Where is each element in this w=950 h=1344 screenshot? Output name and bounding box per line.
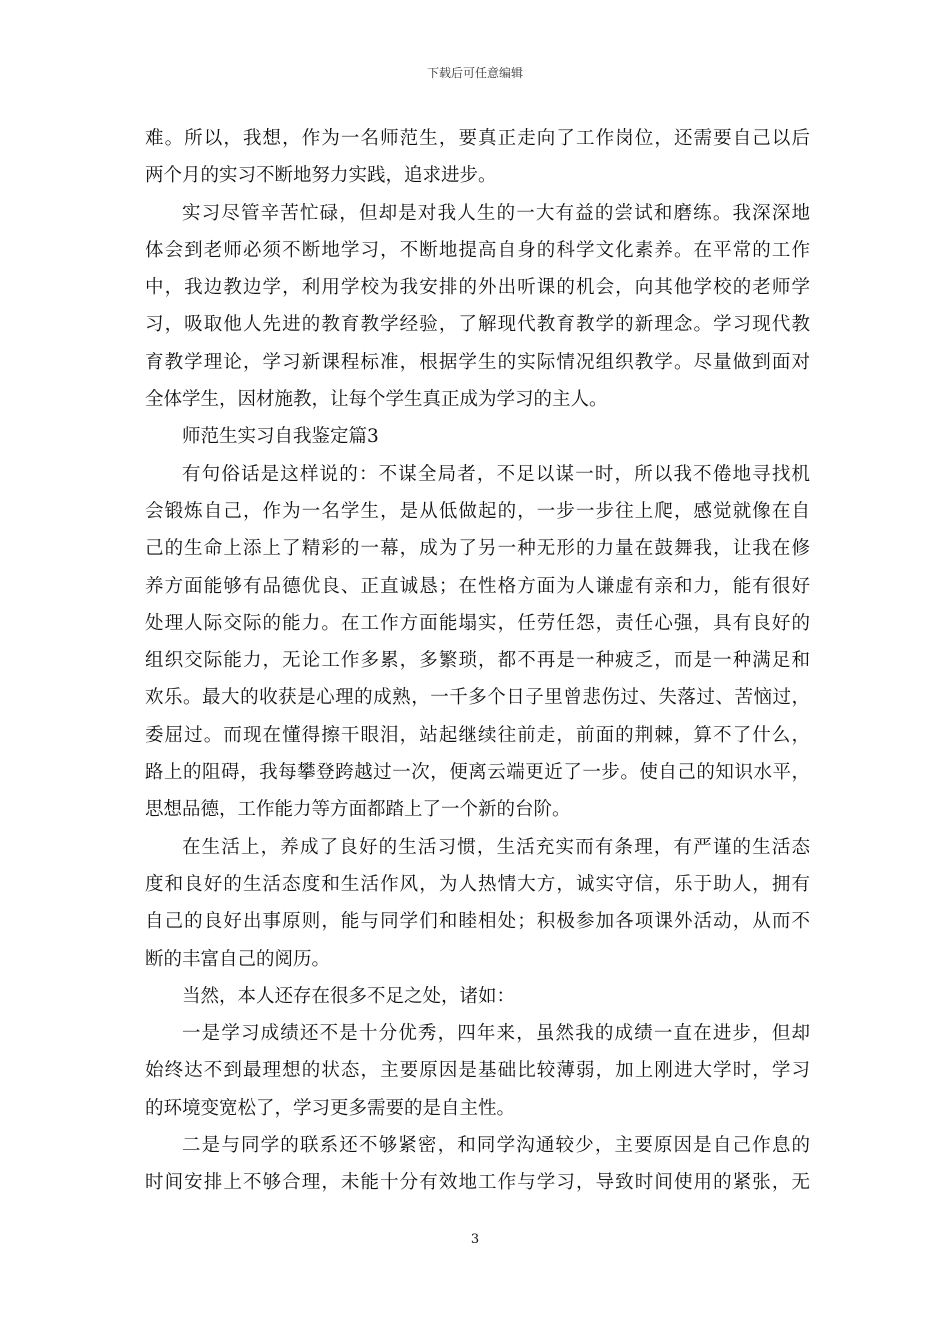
page-number: 3 xyxy=(470,1232,480,1247)
text-line: 习，吸取他人先进的教育教学经验，了解现代教育教学的新理念。学习现代教 xyxy=(145,314,810,336)
text-line: 在生活上，养成了良好的生活习惯，生活充实而有条理，有严谨的生活态 xyxy=(182,836,810,858)
paragraph xyxy=(145,978,810,1015)
text-line: 难。所以，我想，作为一名师范生，要真正走向了工作岗位，还需要自己以后 xyxy=(145,128,810,149)
text-line: 二是与同学的联系还不够紧密，和同学沟通较少，主要原因是自己作息的 xyxy=(182,1135,810,1157)
text-line: 始终达不到最理想的状态，主要原因是基础比较薄弱，加上刚进大学时，学习 xyxy=(145,1060,810,1082)
text-line: 委屈过。而现在懂得擦干眼泪，站起继续往前走，前面的荆棘，算不了什么， xyxy=(145,724,810,746)
text-line: 自己的良好出事原则，能与同学们和睦相处；积极参加各项课外活动，从而不 xyxy=(145,911,810,933)
text-line: 时间安排上不够合理，未能十分有效地工作与学习，导致时间使用的紧张，无 xyxy=(145,1172,810,1194)
text-line: 中，我边教边学，利用学校为我安排的外出听课的机会，向其他学校的老师学 xyxy=(145,277,810,299)
text-line: 己的生命上添上了精彩的一幕，成为了另一种无形的力量在鼓舞我，让我在修 xyxy=(145,538,810,560)
text-line: 欢乐。最大的收获是心理的成熟，一千多个日子里曾悲伤过、失落过、苦恼过， xyxy=(145,687,810,709)
text-line: 度和良好的生活态度和生活作风，为人热情大方，诚实守信，乐于助人，拥有 xyxy=(145,873,810,895)
paragraph xyxy=(145,120,810,195)
paragraph xyxy=(145,456,810,829)
text-line: 一是学习成绩还不是十分优秀，四年来，虽然我的成绩一直在进步，但却 xyxy=(182,1023,810,1045)
text-line: 组织交际能力，无论工作多累，多繁琐，都不再是一种疲乏，而是一种满足和 xyxy=(145,650,810,672)
text-line: 育教学理论，学习新课程标准，根据学生的实际情况组织教学。尽量做到面对 xyxy=(145,351,810,373)
text-line: 体会到老师必须不断地学习，不断地提高自身的科学文化素养。在平常的工作 xyxy=(145,239,810,261)
text-line: 会锻炼自己，作为一名学生，是从低做起的，一步一步往上爬，感觉就像在自 xyxy=(145,500,810,522)
body-text xyxy=(145,120,810,1202)
text-line: 路上的阻碍，我每攀登跨越过一次，便离云端更近了一步。使自己的知识水平， xyxy=(145,762,810,784)
text-line: 实习尽管辛苦忙碌，但却是对我人生的一大有益的尝试和磨练。我深深地 xyxy=(182,202,810,224)
paragraph xyxy=(145,1015,810,1127)
text-line: 断的丰富自己的阅历。 xyxy=(145,948,331,970)
text-line: 处理人际交际的能力。在工作方面能塌实，任劳任怨，责任心强，具有良好的 xyxy=(145,612,810,634)
section-heading xyxy=(145,418,810,455)
page-header: 下载后可任意编辑 xyxy=(426,66,523,80)
paragraph xyxy=(145,1127,810,1202)
paragraph xyxy=(145,829,810,978)
text-line: 有句俗话是这样说的：不谋全局者，不足以谋一时，所以我不倦地寻找机 xyxy=(182,463,810,485)
text-line: 两个月的实习不断地努力实践，追求进步。 xyxy=(145,165,497,187)
text-line: 全体学生，因材施教，让每个学生真正成为学习的主人。 xyxy=(145,389,608,411)
heading-text: 师范生实习自我鉴定篇3 xyxy=(182,426,379,448)
text-line: 的环境变宽松了，学习更多需要的是自主性。 xyxy=(145,1097,516,1119)
paragraph xyxy=(145,195,810,419)
text-line: 当然，本人还存在很多不足之处，诸如： xyxy=(182,985,516,1007)
text-line: 养方面能够有品德优良、正直诚恳；在性格方面为人谦虚有亲和力，能有很好 xyxy=(145,575,810,597)
text-line: 思想品德，工作能力等方面都踏上了一个新的台阶。 xyxy=(145,799,571,821)
